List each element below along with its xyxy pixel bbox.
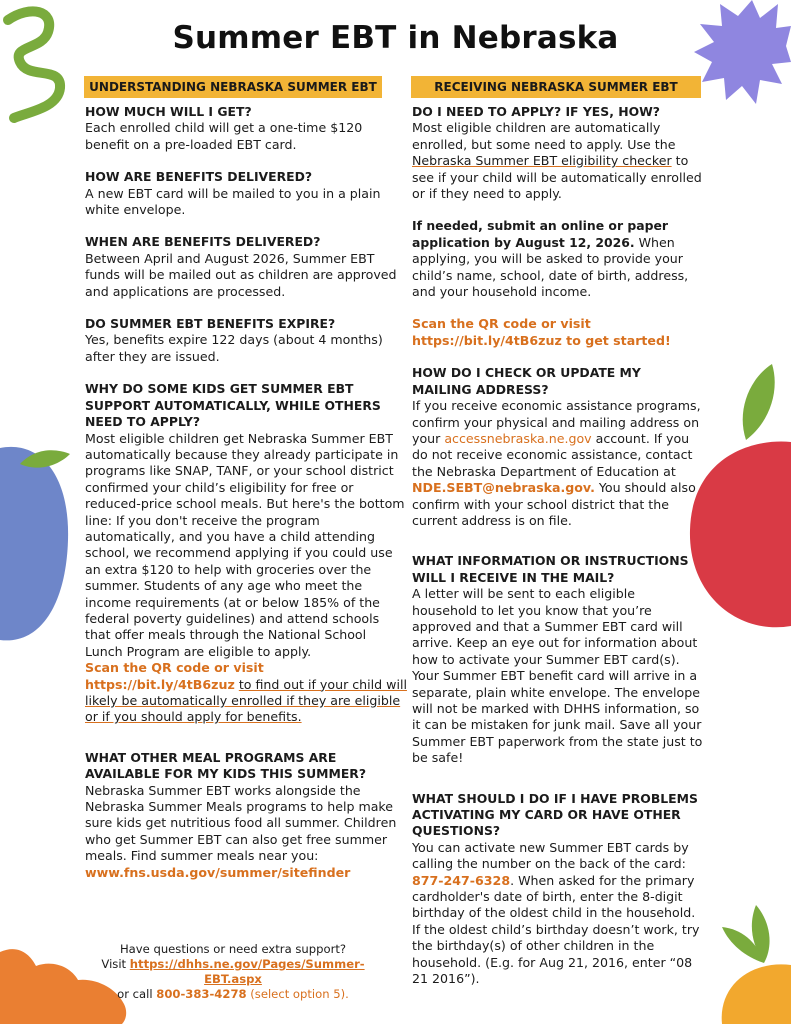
question-mail-info: WHAT INFORMATION OR INSTRUCTIONS WILL I RECEIVE IN THE MAIL? bbox=[412, 553, 689, 585]
page-title: Summer EBT in Nebraska bbox=[172, 20, 619, 56]
question-expire: DO SUMMER EBT BENEFITS EXPIRE? bbox=[85, 316, 336, 332]
footer-visit: Visit bbox=[101, 957, 127, 971]
green-squiggle-decoration bbox=[0, 0, 90, 125]
answer-why-automatic-rest: to find out if your child will likely be automatically enrolled if they are eligible or if you should apply for benefits. bbox=[85, 676, 407, 725]
answer-other-meals: Nebraska Summer EBT works alongside the Nebraska Summer Meals programs to help make sure kids get nutritious food all summer. Children who get Summer EBT can also get free summer meals. Find summer meals near you: bbox=[85, 782, 397, 864]
question-how-delivered: HOW ARE BENEFITS DELIVERED? bbox=[85, 169, 313, 185]
blue-fruit-decoration bbox=[0, 440, 75, 650]
footer-question: Have questions or need extra support? bbox=[119, 942, 347, 956]
question-problems: WHAT SHOULD I DO IF I HAVE PROBLEMS ACTIVATING MY CARD OR HAVE OTHER QUESTIONS? bbox=[412, 790, 698, 839]
footer bbox=[78, 942, 388, 1002]
dhhs-link[interactable]: https://dhhs.ne.gov/Pages/Summer-EBT.aspx bbox=[129, 957, 365, 986]
right-column-heading: RECEIVING NEBRASKA SUMMER EBT bbox=[411, 76, 701, 98]
support-option: (select option 5). bbox=[250, 987, 349, 1001]
nde-email-link[interactable]: NDE.SEBT@nebraska.gov. bbox=[412, 480, 595, 496]
application-deadline: If needed, submit an online or paper application by August 12, 2026. bbox=[412, 218, 668, 250]
answer-mailing-pre: If you receive economic assistance programs, confirm your physical and mailing address on your bbox=[412, 398, 701, 446]
question-when-delivered: WHEN ARE BENEFITS DELIVERED? bbox=[85, 234, 321, 250]
left-column bbox=[85, 104, 407, 881]
answer-how-much: Each enrolled child will get a one-time $120 benefit on a pre-loaded EBT card. bbox=[85, 120, 363, 152]
accessnebraska-link[interactable]: accessnebraska.ne.gov bbox=[444, 430, 592, 446]
right-column bbox=[412, 104, 704, 988]
answer-how-delivered: A new EBT card will be mailed to you in a plain white envelope. bbox=[85, 185, 381, 218]
left-column-heading: UNDERSTANDING NEBRASKA SUMMER EBT bbox=[84, 76, 382, 98]
question-why-automatic: WHY DO SOME KIDS GET SUMMER EBT SUPPORT AUTOMATICALLY, WHILE OTHERS NEED TO APPLY? bbox=[85, 381, 381, 430]
answer-expire: Yes, benefits expire 122 days (about 4 months) after they are issued. bbox=[85, 332, 383, 364]
question-how-much: HOW MUCH WILL I GET? bbox=[85, 104, 252, 119]
question-need-apply: DO I NEED TO APPLY? IF YES, HOW? bbox=[412, 104, 660, 119]
purple-star-decoration bbox=[690, 0, 791, 115]
answer-problems-pre: You can activate new Summer EBT cards by calling the number on the back of the card: bbox=[412, 839, 689, 872]
answer-need-apply-post: to see if your child will be automatically enrolled or if they need to apply. bbox=[412, 153, 702, 202]
answer-why-automatic: Most eligible children get Nebraska Summer EBT automatically because they already participate in programs like SNAP, TANF, or your school district confirmed your child’s eligibility for free or reduced-price school meals. But here's the bottom line: If you don't receive the program automatically, and you have a child attending school, we recommend applying if you could use an extra $120 to help with groceries over the summer. Students of any age who meet the income requirements (at or below 185% of the federal poverty guidelines) and attend schools that offer meals through the National School Lunch Program are eligible to apply. bbox=[85, 430, 405, 659]
answer-need-apply-pre: Most eligible children are automatically enrolled, but some need to apply. Use the bbox=[412, 120, 676, 152]
answer-mailing-post: You should also confirm with your school district that the current address is on file. bbox=[412, 480, 696, 528]
answer-when-delivered: Between April and August 2026, Summer EBT funds will be mailed out as children are approved and applications are processed. bbox=[85, 250, 397, 299]
get-started-link-text[interactable]: Scan the QR code or visit https://bit.ly/4tB6zuz to get started! bbox=[412, 316, 671, 348]
activation-phone-link[interactable]: 877-247-6328 bbox=[412, 872, 511, 888]
question-other-meals: WHAT OTHER MEAL PROGRAMS ARE AVAILABLE FOR MY KIDS THIS SUMMER? bbox=[85, 749, 367, 782]
sitefinder-link[interactable]: www.fns.usda.gov/summer/sitefinder bbox=[85, 864, 351, 880]
qr-code-link-text[interactable]: Scan the QR code or visit https://bit.ly/4tB6zuz bbox=[85, 660, 264, 692]
answer-problems-post: . When asked for the primary cardholder's date of birth, enter the 8-digit birthday of the oldest child in the household. If the oldest child’s birthday doesn’t work, try the birthday(s) of other children in the household. (E.g. for Aug 21, 2016, enter “08 21 2016”). bbox=[412, 872, 700, 987]
yellow-fruit-decoration bbox=[712, 905, 791, 1024]
application-details: When applying, you will be asked to provide your child’s name, school, date of birth, address, and your household income. bbox=[412, 234, 689, 300]
support-phone-link[interactable]: 800-383-4278 bbox=[156, 987, 247, 1001]
answer-mail-info: A letter will be sent to each eligible household to let you know that you’re approved and that a Summer EBT card will arrive. Keep an eye out for information about how to activate your Summer EBT card(s). Your Summer EBT benefit card will arrive in a separate, plain white envelope. The envelope will not be marked with DHHS information, so it can be mistaken for junk mail. Save all your Summer EBT paperwork from the state just to be safe! bbox=[412, 586, 703, 766]
question-mailing-address: HOW DO I CHECK OR UPDATE MY MAILING ADDRESS? bbox=[412, 365, 641, 397]
answer-need-apply bbox=[412, 120, 704, 202]
footer-or-call: or call bbox=[117, 987, 153, 1001]
eligibility-checker-link[interactable]: Nebraska Summer EBT eligibility checker bbox=[412, 153, 672, 169]
answer-mailing-mid: account. If you do not receive economic assistance, contact the Nebraska Department of Education at bbox=[412, 430, 693, 479]
